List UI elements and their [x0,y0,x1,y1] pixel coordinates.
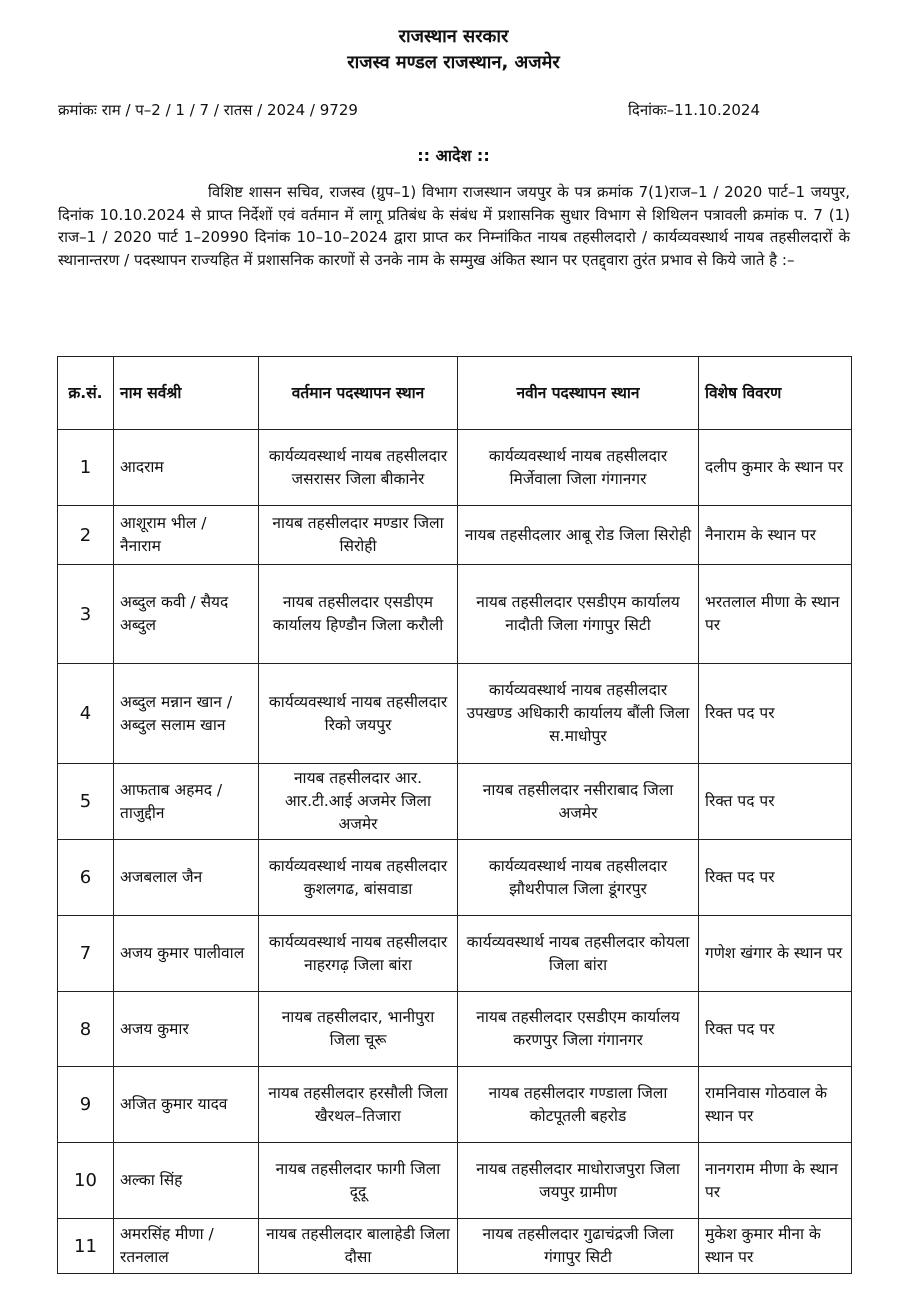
cell-serial: 5 [58,764,114,840]
cell-current-posting: कार्यव्यवस्थार्थ नायब तहसीलदार जसरासर जिला बीकानेर [259,430,458,506]
cell-remark: भरतलाल मीणा के स्थान पर [699,565,852,664]
cell-new-posting: नायब तहसीलदार माधोराजपुरा जिला जयपुर ग्रामीण [458,1143,699,1219]
cell-remark: रामनिवास गोठवाल के स्थान पर [699,1067,852,1143]
cell-name: अजय कुमार पालीवाल [114,916,259,992]
reference-number: क्रमांकः राम / प–2 / 1 / 7 / रातस / 2024 / 9729 [58,101,358,119]
table-row [58,840,852,916]
table-header-row [58,357,852,430]
cell-new-posting: नायब तहसीदलार आबू रोड जिला सिरोही [458,506,699,565]
cell-current-posting: नायब तहसीलदार फागी जिला दूदू [259,1143,458,1219]
cell-remark: मुकेश कुमार मीना के स्थान पर [699,1219,852,1274]
cell-current-posting: नायब तहसीलदार एसडीएम कार्यालय हिण्डौन जिला करौली [259,565,458,664]
transfer-table [57,356,852,1274]
cell-remark: दलीप कुमार के स्थान पर [699,430,852,506]
cell-new-posting: कार्यव्यवस्थार्थ नायब तहसीलदार कोयला जिला बांरा [458,916,699,992]
cell-name: आफताब अहमद / ताजुद्दीन [114,764,259,840]
cell-serial: 8 [58,992,114,1067]
cell-current-posting: कार्यव्यवस्थार्थ नायब तहसीलदार कुशलगढ, बांसवाडा [259,840,458,916]
cell-name: अब्दुल कवी / सैयद अब्दुल [114,565,259,664]
cell-name: अब्दुल मन्नान खान / अब्दुल सलाम खान [114,664,259,764]
cell-current-posting: कार्यव्यवस्थार्थ नायब तहसीलदार रिको जयपुर [259,664,458,764]
cell-current-posting: कार्यव्यवस्थार्थ नायब तहसीलदार नाहरगढ़ जिला बांरा [259,916,458,992]
cell-name: आदराम [114,430,259,506]
cell-current-posting: नायब तहसीलदार बालाहेडी जिला दौसा [259,1219,458,1274]
cell-remark: रिक्त पद पर [699,764,852,840]
cell-current-posting: नायब तहसीलदार आर. आर.टी.आई अजमेर जिला अजमेर [259,764,458,840]
cell-name: अजबलाल जैन [114,840,259,916]
cell-new-posting: नायब तहसीलदार नसीराबाद जिला अजमेर [458,764,699,840]
cell-current-posting: नायब तहसीलदार हरसौली जिला खैरथल–तिजारा [259,1067,458,1143]
table-row [58,664,852,764]
cell-serial: 4 [58,664,114,764]
cell-name: अमरसिंह मीणा / रतनलाल [114,1219,259,1274]
table-row [58,1143,852,1219]
order-date: दिनांकः–11.10.2024 [628,101,760,119]
order-heading: :: आदेश :: [417,146,490,165]
cell-name: अल्का सिंह [114,1143,259,1219]
government-title: राजस्थान सरकार [398,26,509,47]
cell-new-posting: नायब तहसीलदार एसडीएम कार्यालय नादौती जिला गंगापुर सिटी [458,565,699,664]
table-row [58,764,852,840]
cell-serial: 1 [58,430,114,506]
cell-new-posting: नायब तहसीलदार गुढाचंद्रजी जिला गंगापुर सिटी [458,1219,699,1274]
cell-new-posting: कार्यव्यवस्थार्थ नायब तहसीलदार झौथरीपाल जिला डूंगरपुर [458,840,699,916]
table-row [58,506,852,565]
cell-name: आशूराम भील / नैनाराम [114,506,259,565]
cell-serial: 11 [58,1219,114,1274]
cell-current-posting: नायब तहसीलदार मण्डार जिला सिरोही [259,506,458,565]
cell-new-posting: नायब तहसीलदार एसडीएम कार्यालय करणपुर जिला गंगानगर [458,992,699,1067]
cell-new-posting: कार्यव्यवस्थार्थ नायब तहसीलदार उपखण्ड अधिकारी कार्यालय बौंली जिला स.माधोपुर [458,664,699,764]
table-row [58,430,852,506]
order-body-paragraph: विशिष्ट शासन सचिव, राजस्व (ग्रुप–1) विभाग राजस्थान जयपुर के पत्र क्रमांक 7(1)राज–1 / 2020 पार्ट–1 जयपुर, दिनांक 10.10.2024 से प्राप्त निर्देशों एवं वर्तमान में लागू प्रतिबंध के संबंध में प्रशासनिक सुधार विभाग से शिथिलन पत्रावली क्रमांक प. 7 (1) राज–1 / 2020 पार्ट 1–20990 दिनांक 10–10–2024 द्वारा प्राप्त कर निम्नांकित नायब तहसीलदारो / कार्यव्यवस्थार्थ नायब तहसीलदारों के स्थानान्तरण / पदस्थापन राज्यहित में प्रशासनिक कारणों से उनके नाम के सम्मुख अंकित स्थान पर एतद्द्वारा तुरंत प्रभाव से किये जाते है :– [58,183,850,269]
cell-remark: रिक्त पद पर [699,840,852,916]
table-row [58,565,852,664]
cell-serial: 6 [58,840,114,916]
cell-serial: 2 [58,506,114,565]
col-header-new-posting: नवीन पदस्थापन स्थान [458,357,699,430]
cell-remark: गणेश खंगार के स्थान पर [699,916,852,992]
cell-new-posting: नायब तहसीलदार गण्डाला जिला कोटपूतली बहरोड [458,1067,699,1143]
cell-current-posting: नायब तहसीलदार, भानीपुरा जिला चूरू [259,992,458,1067]
col-header-name: नाम सर्वश्री [114,357,259,430]
col-header-remarks: विशेष विवरण [699,357,852,430]
cell-remark: रिक्त पद पर [699,992,852,1067]
cell-serial: 9 [58,1067,114,1143]
table-row [58,1067,852,1143]
table-row [58,992,852,1067]
cell-serial: 10 [58,1143,114,1219]
cell-new-posting: कार्यव्यवस्थार्थ नायब तहसीलदार मिर्जेवाला जिला गंगानगर [458,430,699,506]
department-title: राजस्व मण्डल राजस्थान, अजमेर [347,52,560,73]
col-header-serial: क्र.सं. [58,357,114,430]
cell-serial: 3 [58,565,114,664]
cell-serial: 7 [58,916,114,992]
cell-name: अजय कुमार [114,992,259,1067]
col-header-current-posting: वर्तमान पदस्थापन स्थान [259,357,458,430]
cell-name: अजित कुमार यादव [114,1067,259,1143]
cell-remark: नानगराम मीणा के स्थान पर [699,1143,852,1219]
table-row [58,1219,852,1274]
cell-remark: रिक्त पद पर [699,664,852,764]
cell-remark: नैनाराम के स्थान पर [699,506,852,565]
table-row [58,916,852,992]
